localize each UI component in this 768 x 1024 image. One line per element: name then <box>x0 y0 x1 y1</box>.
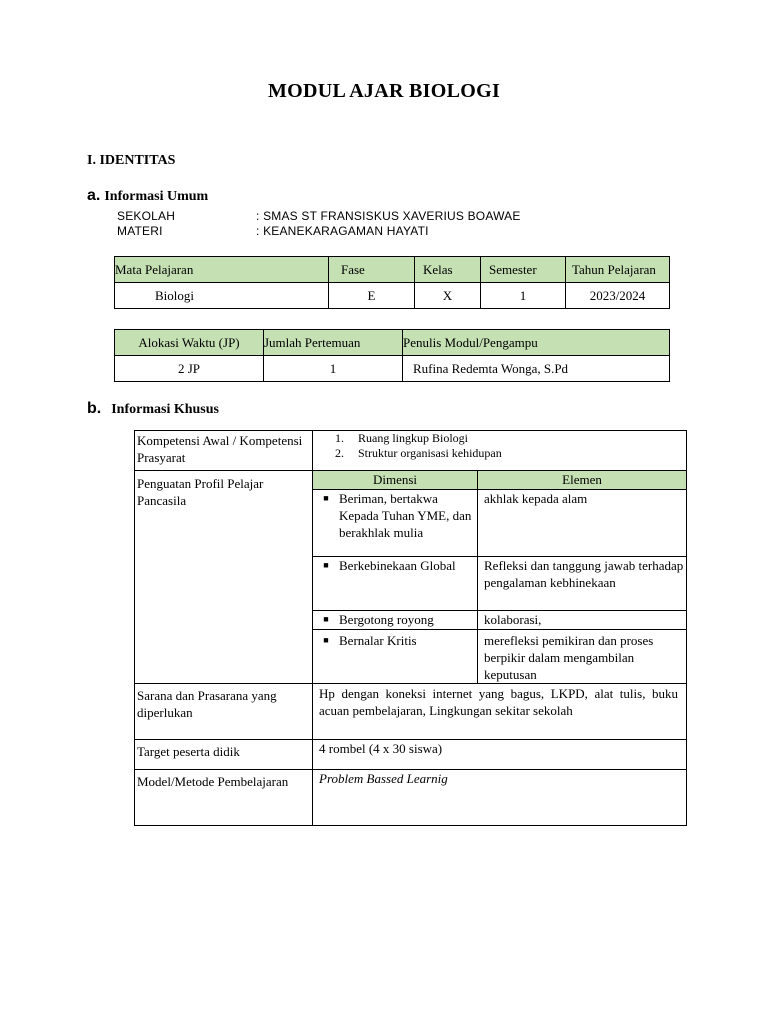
list-item: 2. Struktur organisasi kehidupan <box>335 446 502 460</box>
table-header-row <box>115 330 670 356</box>
bullet-icon: ■ <box>323 635 329 645</box>
kompetensi-list <box>313 431 686 461</box>
table-cell: 1 <box>264 356 403 382</box>
table-cell: Rufina Redemta Wonga, S.Pd <box>403 356 670 382</box>
bullet-icon: ■ <box>323 560 329 570</box>
table-cell: 2023/2024 <box>566 283 670 309</box>
subheading-letter: a. <box>87 187 101 204</box>
bullet-text: Berkebinekaan Global <box>339 558 456 573</box>
list-item: 1. Ruang lingkup Biologi <box>335 431 469 445</box>
bullet-item <box>313 632 477 649</box>
info-label: SEKOLAH <box>117 209 176 223</box>
table-header-cell: Jumlah Pertemuan <box>264 330 403 356</box>
table-mapel <box>114 256 670 309</box>
table-value-cell: Hp dengan koneksi internet yang bagus, LKPD, alat tulis, buku acuan pembelajaran, Lingkungan sekitar sekolah <box>313 684 687 740</box>
table-cell: X <box>415 283 481 309</box>
info-value: : SMAS ST FRANSISKUS XAVERIUS BOAWAE <box>256 209 521 223</box>
table-header-cell: Fase <box>329 257 415 283</box>
info-sekolah <box>117 209 521 223</box>
bullet-text: Bergotong royong <box>339 612 434 627</box>
profil-header-cell: Elemen <box>478 471 687 490</box>
table-cell: 2 JP <box>115 356 264 382</box>
table-header-cell: Tahun Pelajaran <box>566 257 670 283</box>
table-label-cell: Kompetensi Awal / Kompetensi Prasyarat <box>135 431 313 471</box>
profil-cell <box>313 471 687 684</box>
table-value-cell <box>313 431 687 471</box>
profil-elemen-cell: Refleksi dan tanggung jawab terhadap pengalaman kebhinekaan <box>478 557 687 611</box>
info-value: : KEANEKARAGAMAN HAYATI <box>256 224 429 238</box>
table-header-cell: Penulis Modul/Pengampu <box>403 330 670 356</box>
table-alokasi <box>114 329 670 382</box>
table-row <box>135 431 687 471</box>
subheading-text: Informasi Umum <box>104 189 209 204</box>
bullet-text: Beriman, bertakwa Kepada Tuhan YME, dan berakhlak mulia <box>339 491 472 540</box>
bullet-item <box>313 490 477 541</box>
profil-row <box>313 557 686 611</box>
table-row <box>115 283 670 309</box>
table-header-cell: Alokasi Waktu (JP) <box>115 330 264 356</box>
subheading-informasi-umum <box>87 187 208 205</box>
list-item-text: Ruang lingkup Biologi <box>358 431 469 445</box>
table-row <box>135 684 687 740</box>
table-row <box>115 356 670 382</box>
profil-dimensi-cell <box>313 490 478 557</box>
table-header-cell: Mata Pelajaran <box>115 257 329 283</box>
profil-header-cell: Dimensi <box>313 471 478 490</box>
profil-elemen-cell: merefleksi pemikiran dan proses berpikir dalam mengambilan keputusan <box>478 630 687 684</box>
table-label-cell: Model/Metode Pembelajaran <box>135 770 313 826</box>
table-label-cell: Penguatan Profil Pelajar Pancasila <box>135 471 313 684</box>
bullet-item <box>313 557 477 574</box>
info-label: MATERI <box>117 224 163 238</box>
profil-elemen-cell: kolaborasi, <box>478 611 687 630</box>
info-materi <box>117 224 429 238</box>
profil-table <box>313 471 686 683</box>
table-cell: 1 <box>481 283 566 309</box>
profil-row <box>313 630 686 684</box>
table-header-cell: Kelas <box>415 257 481 283</box>
document-title: MODUL AJAR BIOLOGI <box>267 80 501 102</box>
subheading-text: Informasi Khusus <box>111 402 219 417</box>
section-heading-identitas: I. IDENTITAS <box>87 153 176 168</box>
profil-dimensi-cell <box>313 557 478 611</box>
bullet-icon: ■ <box>323 493 329 503</box>
profil-elemen-cell: akhlak kepada alam <box>478 490 687 557</box>
table-label-cell: Target peserta didik <box>135 740 313 770</box>
profil-dimensi-cell <box>313 630 478 684</box>
table-cell: Biologi <box>115 283 329 309</box>
list-item-text: Struktur organisasi kehidupan <box>358 446 502 460</box>
bullet-text: Bernalar Kritis <box>339 633 417 648</box>
table-informasi-khusus <box>134 430 687 826</box>
profil-dimensi-cell <box>313 611 478 630</box>
subheading-letter: b. <box>87 400 102 417</box>
table-row <box>135 740 687 770</box>
table-label-cell: Sarana dan Prasarana yang diperlukan <box>135 684 313 740</box>
table-value-cell: 4 rombel (4 x 30 siswa) <box>313 740 687 770</box>
table-value-cell: Problem Bassed Learnig <box>313 770 687 826</box>
bullet-icon: ■ <box>323 614 329 624</box>
profil-row <box>313 490 686 557</box>
table-header-row <box>115 257 670 283</box>
table-row <box>135 471 687 684</box>
profil-header-row <box>313 471 686 490</box>
table-cell: E <box>329 283 415 309</box>
bullet-item <box>313 611 477 628</box>
table-row <box>135 770 687 826</box>
table-header-cell: Semester <box>481 257 566 283</box>
profil-row <box>313 611 686 630</box>
subheading-informasi-khusus <box>87 400 219 418</box>
